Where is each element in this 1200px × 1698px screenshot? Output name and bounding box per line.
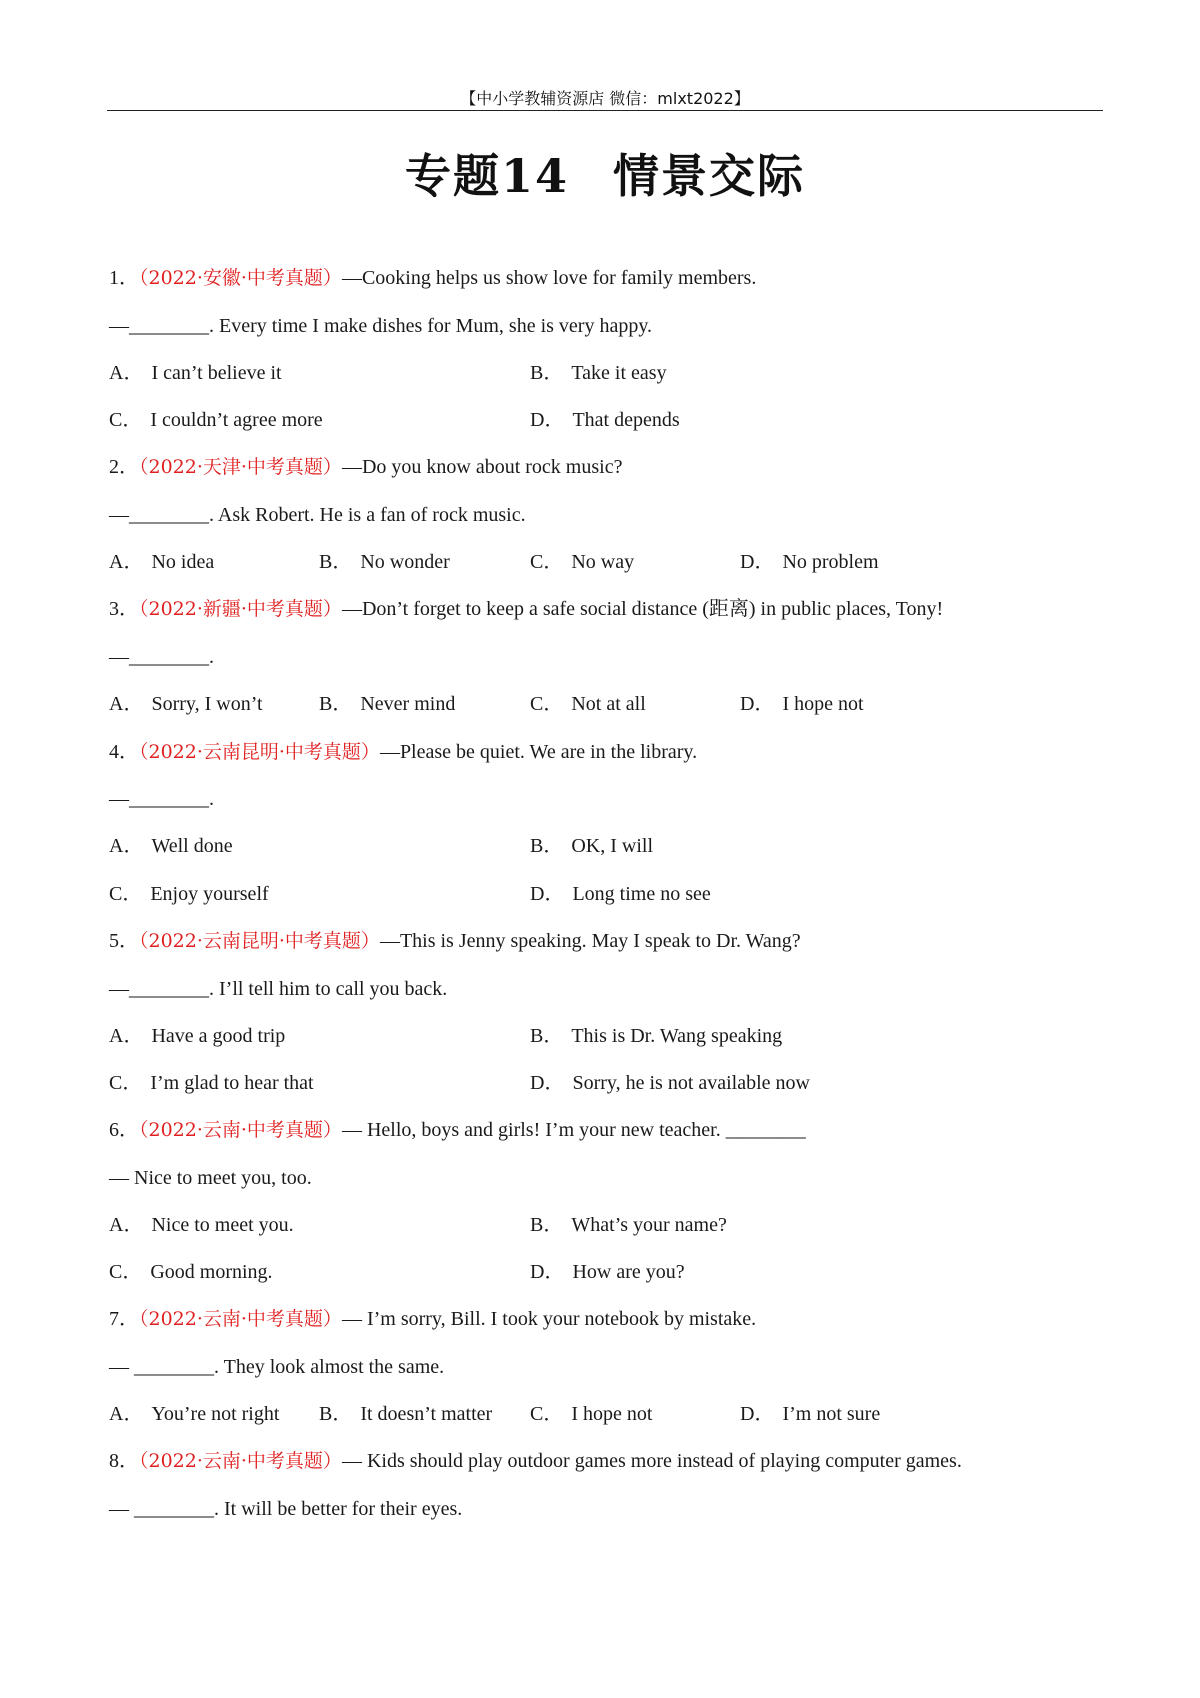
option-letter: A． — [109, 1025, 144, 1047]
option-letter: B． — [530, 362, 564, 384]
question-source: （2022·云南昆明·中考真题） — [139, 741, 380, 763]
option-text: Well done — [151, 835, 233, 857]
question-number: 7． — [109, 1308, 139, 1330]
question-4-reply: —________. — [109, 788, 214, 810]
option-letter: C． — [530, 1403, 564, 1425]
option-text: I hope not — [571, 1403, 653, 1425]
option[interactable] — [109, 361, 282, 385]
question-source: （2022·云南·中考真题） — [139, 1119, 342, 1141]
question-number: 3． — [109, 598, 139, 620]
option[interactable] — [530, 1402, 652, 1426]
option-letter: C． — [530, 693, 564, 715]
option-letter: A． — [109, 1403, 144, 1425]
option-letter: D． — [530, 883, 565, 905]
option-text: No wonder — [360, 551, 450, 573]
option-text: No idea — [151, 551, 215, 573]
option[interactable] — [109, 1024, 285, 1048]
option-letter: A． — [109, 551, 144, 573]
question-1-stem — [109, 266, 756, 290]
header-divider — [107, 110, 1103, 111]
option[interactable] — [740, 692, 864, 716]
question-prompt: —Please be quiet. We are in the library. — [379, 741, 698, 763]
option-text: You’re not right — [151, 1403, 280, 1425]
option[interactable] — [109, 1402, 279, 1426]
question-prompt: — Kids should play outdoor games more instead of playing computer games. — [341, 1450, 962, 1472]
question-number: 1． — [109, 267, 139, 289]
option-letter: D． — [740, 693, 775, 715]
title-number: 14 — [500, 149, 569, 203]
question-7-stem — [109, 1307, 756, 1331]
option-letter: A． — [109, 835, 144, 857]
option-letter: D． — [530, 1261, 565, 1283]
option-letter: D． — [740, 1403, 775, 1425]
option-letter: A． — [109, 693, 144, 715]
question-2-stem — [109, 455, 622, 479]
option[interactable] — [109, 1213, 294, 1237]
option[interactable] — [530, 361, 667, 385]
option[interactable] — [530, 1071, 810, 1095]
option-text: No way — [571, 551, 635, 573]
option-letter: A． — [109, 1214, 144, 1236]
question-prompt: —Do you know about rock music? — [341, 456, 623, 478]
option-letter: C． — [109, 883, 143, 905]
option-text: I can’t believe it — [151, 362, 282, 384]
option-text: Have a good trip — [151, 1025, 286, 1047]
option[interactable] — [530, 1213, 727, 1237]
option-letter: B． — [530, 1025, 564, 1047]
option-text: This is Dr. Wang speaking — [571, 1025, 783, 1047]
option-text: It doesn’t matter — [360, 1403, 493, 1425]
option-text: Take it easy — [571, 362, 667, 384]
option-text: Enjoy yourself — [150, 883, 269, 905]
question-8-reply: — ________. It will be better for their eyes. — [109, 1498, 463, 1520]
question-number: 2． — [109, 456, 139, 478]
option-text: Sorry, I won’t — [151, 693, 263, 715]
option[interactable] — [530, 692, 646, 716]
question-number: 8． — [109, 1450, 139, 1472]
option[interactable] — [530, 408, 680, 432]
question-3-reply: —________. — [109, 646, 214, 668]
option-letter: B． — [530, 1214, 564, 1236]
option-letter: B． — [319, 1403, 353, 1425]
option[interactable] — [109, 692, 263, 716]
option[interactable] — [109, 550, 214, 574]
option-text: I couldn’t agree more — [150, 409, 323, 431]
question-6-stem — [109, 1118, 806, 1142]
page-title — [107, 140, 1103, 206]
option-letter: B． — [319, 693, 353, 715]
option-letter: A． — [109, 362, 144, 384]
option[interactable] — [109, 1260, 273, 1284]
option-text: How are you? — [572, 1261, 685, 1283]
option-text: Sorry, he is not available now — [572, 1072, 810, 1094]
option-text: What’s your name? — [571, 1214, 727, 1236]
option-letter: C． — [109, 1261, 143, 1283]
option[interactable] — [109, 882, 269, 906]
question-source: （2022·天津·中考真题） — [139, 456, 342, 478]
option-letter: C． — [530, 551, 564, 573]
option[interactable] — [740, 550, 879, 574]
question-number: 5． — [109, 930, 139, 952]
question-source: （2022·安徽·中考真题） — [139, 267, 342, 289]
option-letter: D． — [530, 1072, 565, 1094]
option-text: Good morning. — [150, 1261, 273, 1283]
title-topic: 专题 — [404, 149, 501, 203]
question-2-reply: —________. Ask Robert. He is a fan of rock music. — [109, 504, 526, 526]
question-source: （2022·云南·中考真题） — [139, 1450, 342, 1472]
option[interactable] — [530, 1260, 685, 1284]
question-8-stem — [109, 1449, 962, 1473]
question-4-stem — [109, 740, 697, 764]
option[interactable] — [530, 550, 634, 574]
option[interactable] — [319, 550, 450, 574]
question-prompt: — I’m sorry, Bill. I took your notebook by mistake. — [341, 1308, 757, 1330]
question-3-stem — [109, 597, 943, 621]
option[interactable] — [109, 408, 323, 432]
option[interactable] — [530, 834, 653, 858]
question-6-reply: — Nice to meet you, too. — [109, 1167, 312, 1189]
option-text: OK, I will — [571, 835, 654, 857]
question-prompt: —Cooking helps us show love for family members. — [341, 267, 757, 289]
option[interactable] — [530, 1024, 782, 1048]
question-number: 4． — [109, 741, 139, 763]
option-text: Never mind — [360, 693, 456, 715]
option-letter: B． — [319, 551, 353, 573]
option[interactable] — [109, 834, 233, 858]
option-text: No problem — [782, 551, 879, 573]
option-letter: D． — [530, 409, 565, 431]
option-letter: C． — [109, 1072, 143, 1094]
option-text: I’m glad to hear that — [150, 1072, 314, 1094]
option-text: Nice to meet you. — [151, 1214, 294, 1236]
question-prompt: — Hello, boys and girls! I’m your new teacher. ________ — [341, 1119, 806, 1141]
title-subject: 情景交际 — [613, 149, 805, 203]
option-text: I hope not — [782, 693, 864, 715]
option-text: That depends — [572, 409, 680, 431]
question-5-stem — [109, 929, 801, 953]
option[interactable] — [530, 882, 711, 906]
option-letter: B． — [530, 835, 564, 857]
question-7-reply: — ________. They look almost the same. — [109, 1356, 445, 1378]
question-prompt: —Don’t forget to keep a safe social distance (距离) in public places, Tony! — [341, 598, 944, 620]
question-source: （2022·云南·中考真题） — [139, 1308, 342, 1330]
question-source: （2022·新疆·中考真题） — [139, 598, 342, 620]
question-number: 6． — [109, 1119, 139, 1141]
option[interactable] — [319, 692, 455, 716]
question-source: （2022·云南昆明·中考真题） — [139, 930, 380, 952]
option[interactable] — [740, 1402, 880, 1426]
option-text: Long time no see — [572, 883, 711, 905]
option-text: Not at all — [571, 693, 646, 715]
option[interactable] — [109, 1071, 314, 1095]
option-letter: D． — [740, 551, 775, 573]
question-prompt: —This is Jenny speaking. May I speak to Dr. Wang? — [379, 930, 801, 952]
option-text: I’m not sure — [782, 1403, 881, 1425]
question-1-reply: —________. Every time I make dishes for Mum, she is very happy. — [109, 315, 653, 337]
option-letter: C． — [109, 409, 143, 431]
question-5-reply: —________. I’ll tell him to call you back. — [109, 978, 448, 1000]
option[interactable] — [319, 1402, 492, 1426]
page-header: 【中小学教辅资源店 微信：mlxt2022】 — [460, 89, 750, 108]
